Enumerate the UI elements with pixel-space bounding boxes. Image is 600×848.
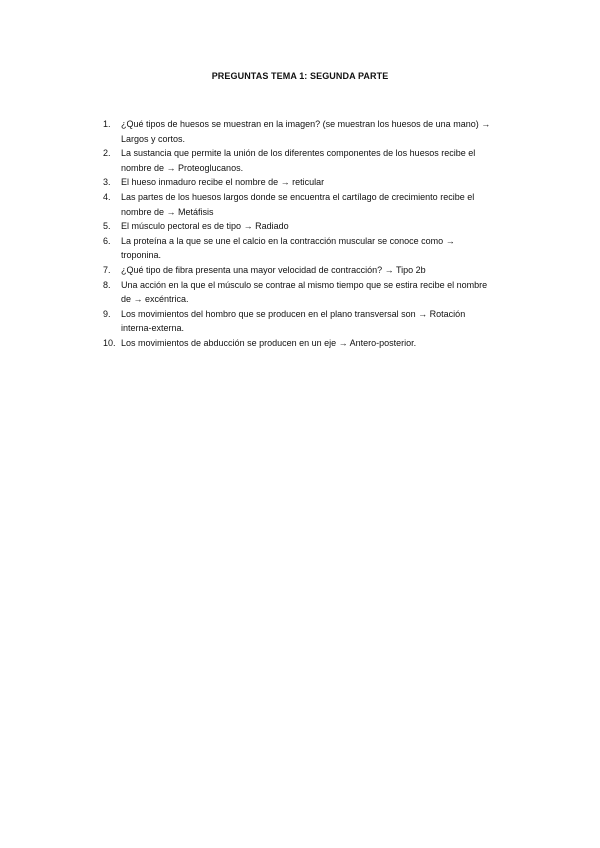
question-number: 7. xyxy=(103,264,111,275)
question-item xyxy=(103,175,495,190)
question-text: Los movimientos del hombro que se producen en el plano transversal son → Rotación interna-externa. xyxy=(121,308,466,334)
question-text: ¿Qué tipo de fibra presenta una mayor velocidad de contracción? → Tipo 2b xyxy=(121,264,426,275)
question-item xyxy=(103,307,495,336)
question-item xyxy=(103,146,495,175)
questions-list xyxy=(103,117,495,351)
question-text: La proteína a la que se une el calcio en la contracción muscular se conoce como → troponina. xyxy=(121,235,455,261)
question-item xyxy=(103,336,495,351)
question-number: 1. xyxy=(103,119,111,129)
question-item xyxy=(103,117,495,146)
question-text: El hueso inmaduro recibe el nombre de → reticular xyxy=(121,177,325,188)
question-text: Los movimientos de abducción se producen en un eje → Antero-posterior. xyxy=(121,337,417,348)
question-number: 8. xyxy=(103,279,111,290)
question-item xyxy=(103,190,495,219)
question-number: 3. xyxy=(103,177,111,188)
question-number: 9. xyxy=(103,308,111,319)
question-item xyxy=(103,263,495,278)
question-item xyxy=(103,219,495,234)
question-number: 2. xyxy=(103,148,111,159)
question-text: La sustancia que permite la unión de los diferentes componentes de los huesos recibe el nombre de → Proteoglucanos. xyxy=(121,148,476,173)
document-title: PREGUNTAS TEMA 1: SEGUNDA PARTE xyxy=(211,71,389,81)
question-text: El músculo pectoral es de tipo → Radiado xyxy=(121,221,289,232)
question-number: 4. xyxy=(103,191,111,202)
question-item xyxy=(103,234,495,263)
question-text: Las partes de los huesos largos donde se encuentra el cartílago de crecimiento recibe el nombre de → Metáfisis xyxy=(121,191,475,217)
question-text: Una acción en la que el músculo se contrae al mismo tiempo que se estira recibe el nombre de → excéntrica. xyxy=(121,279,488,305)
question-number: 10. xyxy=(103,337,116,348)
question-number: 5. xyxy=(103,221,111,232)
question-item xyxy=(103,278,495,307)
question-number: 6. xyxy=(103,235,111,246)
question-text: ¿Qué tipos de huesos se muestran en la imagen? (se muestran los huesos de una mano) → Largos y cortos. xyxy=(121,119,491,144)
